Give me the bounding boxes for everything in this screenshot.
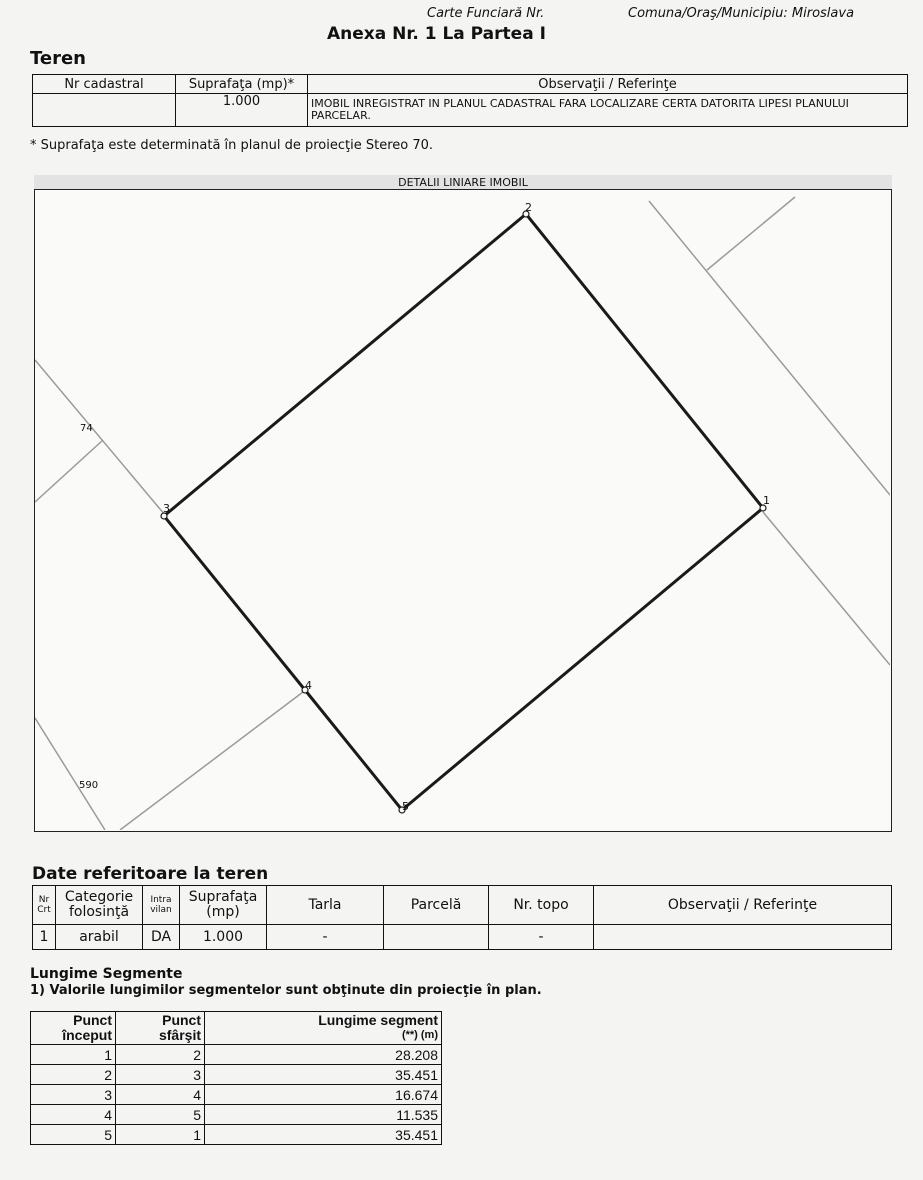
header-lungime [205,1012,442,1045]
table-row [31,1085,442,1105]
table-row [33,925,892,950]
vertex-label-5: 5 [402,800,409,813]
date-teren-title: Date referitoare la teren [32,864,269,884]
teren-table [32,74,908,127]
cell-observatii-ref [594,925,892,950]
header-tarla: Tarla [267,886,384,925]
cell-categorie: arabil [56,925,143,950]
cell-suprafata: 1.000 [176,94,308,127]
header-suprafata-mp: Suprafaţa (mp) [180,886,267,925]
seg-end: 1 [116,1125,205,1145]
seg-start: 3 [31,1085,116,1105]
seg-length: 35.451 [205,1065,442,1085]
parcel-map [34,189,892,832]
seg-end: 4 [116,1085,205,1105]
seg-length: 11.535 [205,1105,442,1125]
seg-length: 16.674 [205,1085,442,1105]
seg-end: 3 [116,1065,205,1085]
table-row [31,1125,442,1145]
cell-nr-crt: 1 [33,925,56,950]
projection-footnote: * Suprafaţa este determinată în planul de proiecţie Stereo 70. [30,138,434,153]
vertex-label-4: 4 [305,679,312,692]
comuna-label: Comuna/Oraş/Municipiu: Miroslava [628,6,855,21]
seg-start: 4 [31,1105,116,1125]
header-parcela: Parcelă [384,886,489,925]
neighbor-label-74: 74 [80,423,93,434]
header-suprafata: Suprafaţa (mp)* [176,75,308,94]
header-intra-vilan: Intra vilan [143,886,180,925]
map-title: DETALII LINIARE IMOBIL [398,176,528,189]
header-lungime-unit: (**) (m) [401,1029,438,1041]
date-teren-table [32,885,892,950]
seg-start: 2 [31,1065,116,1085]
neighbor-label-590: 590 [79,780,99,791]
seg-end: 5 [116,1105,205,1125]
seg-length: 35.451 [205,1125,442,1145]
parcel-drawing [35,190,890,830]
section-title-teren: Teren [30,48,86,69]
table-row [31,1105,442,1125]
header-nr-cadastral: Nr cadastral [33,75,176,94]
segmente-table [30,1011,442,1145]
vertex-label-2: 2 [525,201,532,214]
seg-end: 2 [116,1045,205,1065]
carte-funciara-label: Carte Funciară Nr. [427,6,545,21]
table-row [31,1065,442,1085]
seg-start: 5 [31,1125,116,1145]
cell-observatii: IMOBIL INREGISTRAT IN PLANUL CADASTRAL FARA LOCALIZARE CERTA DATORITA LIPESI PLANULUI PARCELAR. [308,94,908,127]
anexa-title: Anexa Nr. 1 La Partea I [327,24,546,44]
vertex-label-1: 1 [763,494,770,507]
segmente-subtitle: 1) Valorile lungimilor segmentelor sunt obţinute din proiecţie în plan. [30,983,542,998]
vertex-label-3: 3 [163,502,170,515]
segmente-title: Lungime Segmente [30,966,183,982]
cell-nr-cadastral [33,94,176,127]
header-observatii: Observaţii / Referinţe [308,75,908,94]
header-punct-sfarsit: Punct sfârşit [116,1012,205,1045]
header-nr-topo: Nr. topo [489,886,594,925]
table-row [31,1045,442,1065]
header-nr-crt: Nr Crt [33,886,56,925]
cell-tarla: - [267,925,384,950]
header-observatii-ref: Observaţii / Referinţe [594,886,892,925]
cell-intra-vilan: DA [143,925,180,950]
header-punct-inceput: Punct început [31,1012,116,1045]
cell-suprafata-mp: 1.000 [180,925,267,950]
header-categorie: Categorie folosinţă [56,886,143,925]
seg-length: 28.208 [205,1045,442,1065]
cell-nr-topo: - [489,925,594,950]
header-lungime-label: Lungime segment [318,1012,438,1028]
parcel-outline [164,214,763,810]
seg-start: 1 [31,1045,116,1065]
cell-parcela [384,925,489,950]
